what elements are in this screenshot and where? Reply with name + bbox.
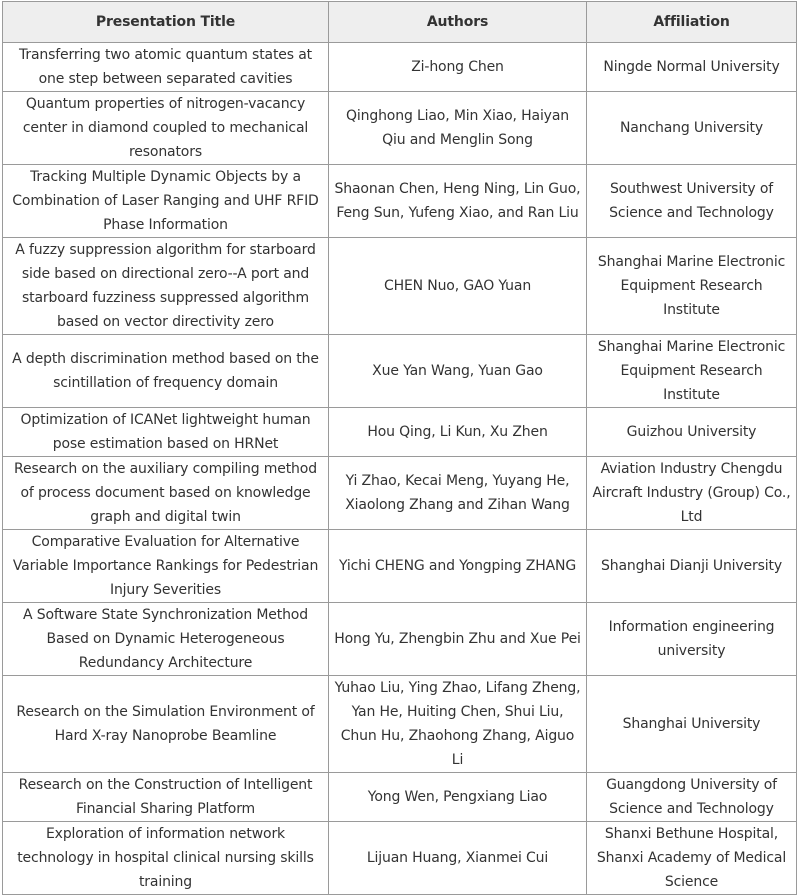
cell-title: Research on the Construction of Intelligent Financial Sharing Platform — [3, 773, 329, 822]
cell-title: Tracking Multiple Dynamic Objects by a Combination of Laser Ranging and UHF RFID Phase Information — [3, 165, 329, 238]
table-row — [3, 603, 797, 676]
table-row — [3, 238, 797, 335]
cell-title: A depth discrimination method based on the scintillation of frequency domain — [3, 335, 329, 408]
cell-affiliation: Aviation Industry Chengdu Aircraft Industry (Group) Co., Ltd — [587, 457, 797, 530]
cell-authors: CHEN Nuo, GAO Yuan — [329, 238, 587, 335]
cell-affiliation: Shanghai Marine Electronic Equipment Research Institute — [587, 238, 797, 335]
table-row — [3, 822, 797, 895]
header-affiliation: Affiliation — [587, 2, 797, 43]
cell-authors: Yong Wen, Pengxiang Liao — [329, 773, 587, 822]
table-row — [3, 165, 797, 238]
table-row — [3, 676, 797, 773]
cell-authors: Yichi CHENG and Yongping ZHANG — [329, 530, 587, 603]
cell-title: Research on the auxiliary compiling method of process document based on knowledge graph and digital twin — [3, 457, 329, 530]
cell-title: Quantum properties of nitrogen-vacancy center in diamond coupled to mechanical resonators — [3, 92, 329, 165]
cell-affiliation: Shanghai University — [587, 676, 797, 773]
cell-affiliation: Information engineering university — [587, 603, 797, 676]
table-row — [3, 530, 797, 603]
cell-title: Comparative Evaluation for Alternative Variable Importance Rankings for Pedestrian Injury Severities — [3, 530, 329, 603]
cell-affiliation: Shanxi Bethune Hospital, Shanxi Academy of Medical Science — [587, 822, 797, 895]
cell-title: A Software State Synchronization Method Based on Dynamic Heterogeneous Redundancy Architecture — [3, 603, 329, 676]
table-row — [3, 773, 797, 822]
cell-affiliation: Guangdong University of Science and Technology — [587, 773, 797, 822]
cell-authors: Shaonan Chen, Heng Ning, Lin Guo, Feng Sun, Yufeng Xiao, and Ran Liu — [329, 165, 587, 238]
cell-authors: Hou Qing, Li Kun, Xu Zhen — [329, 408, 587, 457]
cell-authors: Yi Zhao, Kecai Meng, Yuyang He, Xiaolong Zhang and Zihan Wang — [329, 457, 587, 530]
table-row — [3, 92, 797, 165]
cell-title: Research on the Simulation Environment of Hard X-ray Nanoprobe Beamline — [3, 676, 329, 773]
table-row — [3, 335, 797, 408]
table-row — [3, 457, 797, 530]
presentations-table — [2, 1, 797, 895]
cell-authors: Yuhao Liu, Ying Zhao, Lifang Zheng, Yan He, Huiting Chen, Shui Liu, Chun Hu, Zhaohong Zhang, Aiguo Li — [329, 676, 587, 773]
cell-affiliation: Southwest University of Science and Technology — [587, 165, 797, 238]
cell-title: Transferring two atomic quantum states at one step between separated cavities — [3, 43, 329, 92]
cell-title: Optimization of ICANet lightweight human pose estimation based on HRNet — [3, 408, 329, 457]
cell-title: Exploration of information network technology in hospital clinical nursing skills training — [3, 822, 329, 895]
cell-affiliation: Ningde Normal University — [587, 43, 797, 92]
table-header-row — [3, 2, 797, 43]
cell-affiliation: Guizhou University — [587, 408, 797, 457]
header-presentation-title: Presentation Title — [3, 2, 329, 43]
cell-authors: Lijuan Huang, Xianmei Cui — [329, 822, 587, 895]
table-row — [3, 43, 797, 92]
cell-authors: Qinghong Liao, Min Xiao, Haiyan Qiu and Menglin Song — [329, 92, 587, 165]
table-row — [3, 408, 797, 457]
cell-authors: Zi-hong Chen — [329, 43, 587, 92]
cell-affiliation: Shanghai Dianji University — [587, 530, 797, 603]
cell-affiliation: Shanghai Marine Electronic Equipment Research Institute — [587, 335, 797, 408]
cell-title: A fuzzy suppression algorithm for starboard side based on directional zero--A port and starboard fuzziness suppressed algorithm based on vector directivity zero — [3, 238, 329, 335]
header-authors: Authors — [329, 2, 587, 43]
cell-authors: Hong Yu, Zhengbin Zhu and Xue Pei — [329, 603, 587, 676]
cell-affiliation: Nanchang University — [587, 92, 797, 165]
cell-authors: Xue Yan Wang, Yuan Gao — [329, 335, 587, 408]
